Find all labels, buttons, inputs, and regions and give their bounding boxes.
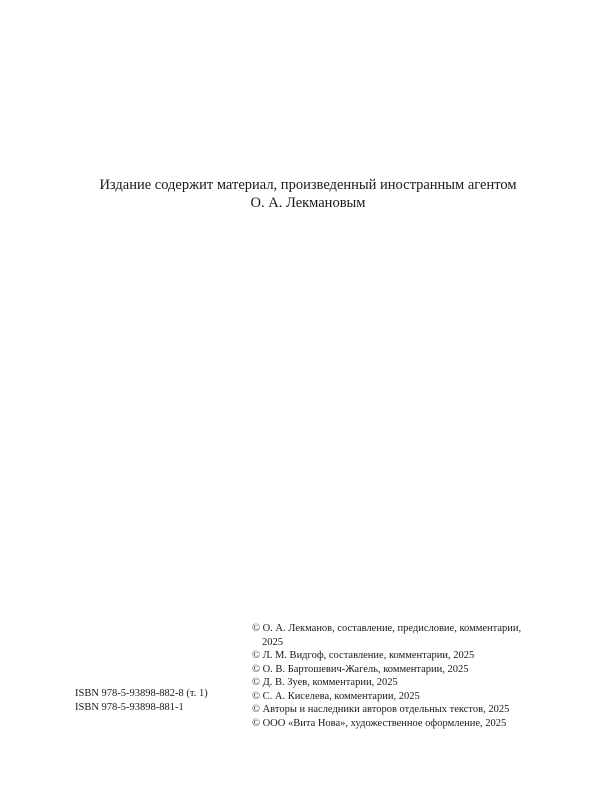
notice-line-2: О. А. Лекмановым — [250, 195, 366, 211]
isbn-volume: ISBN 978-5-93898-882-8 (т. 1) — [75, 688, 208, 699]
isbn-block — [75, 687, 208, 714]
copyright-item-zuev: © Д. В. Зуев, комментарии, 2025 — [252, 677, 398, 688]
copyright-item-compiler — [252, 622, 522, 649]
copyright-list — [252, 622, 522, 730]
isbn-set: ISBN 978-5-93898-881-1 — [75, 701, 184, 713]
foreign-agent-notice — [0, 176, 616, 212]
copyright-item-kiseleva: © С. А. Киселева, комментарии, 2025 — [252, 690, 420, 702]
copyright-item-bartoshevich: © О. В. Бартошевич-Жагель, комментарии, 2025 — [252, 663, 469, 675]
copyright-year: 2025 — [262, 636, 283, 648]
copyright-item-authors: © Авторы и наследники авторов отдельных текстов, 2025 — [252, 704, 510, 715]
notice-line-1: Издание содержит материал, произведенный иностранным агентом — [99, 177, 517, 193]
copyright-text: © О. А. Лекманов, составление, предисловие, комментарии, — [252, 623, 522, 634]
copyright-item-publisher: © ООО «Вита Нова», художественное оформление, 2025 — [252, 717, 507, 729]
copyright-item-vidgof: © Л. М. Видгоф, составление, комментарии, 2025 — [252, 650, 475, 661]
